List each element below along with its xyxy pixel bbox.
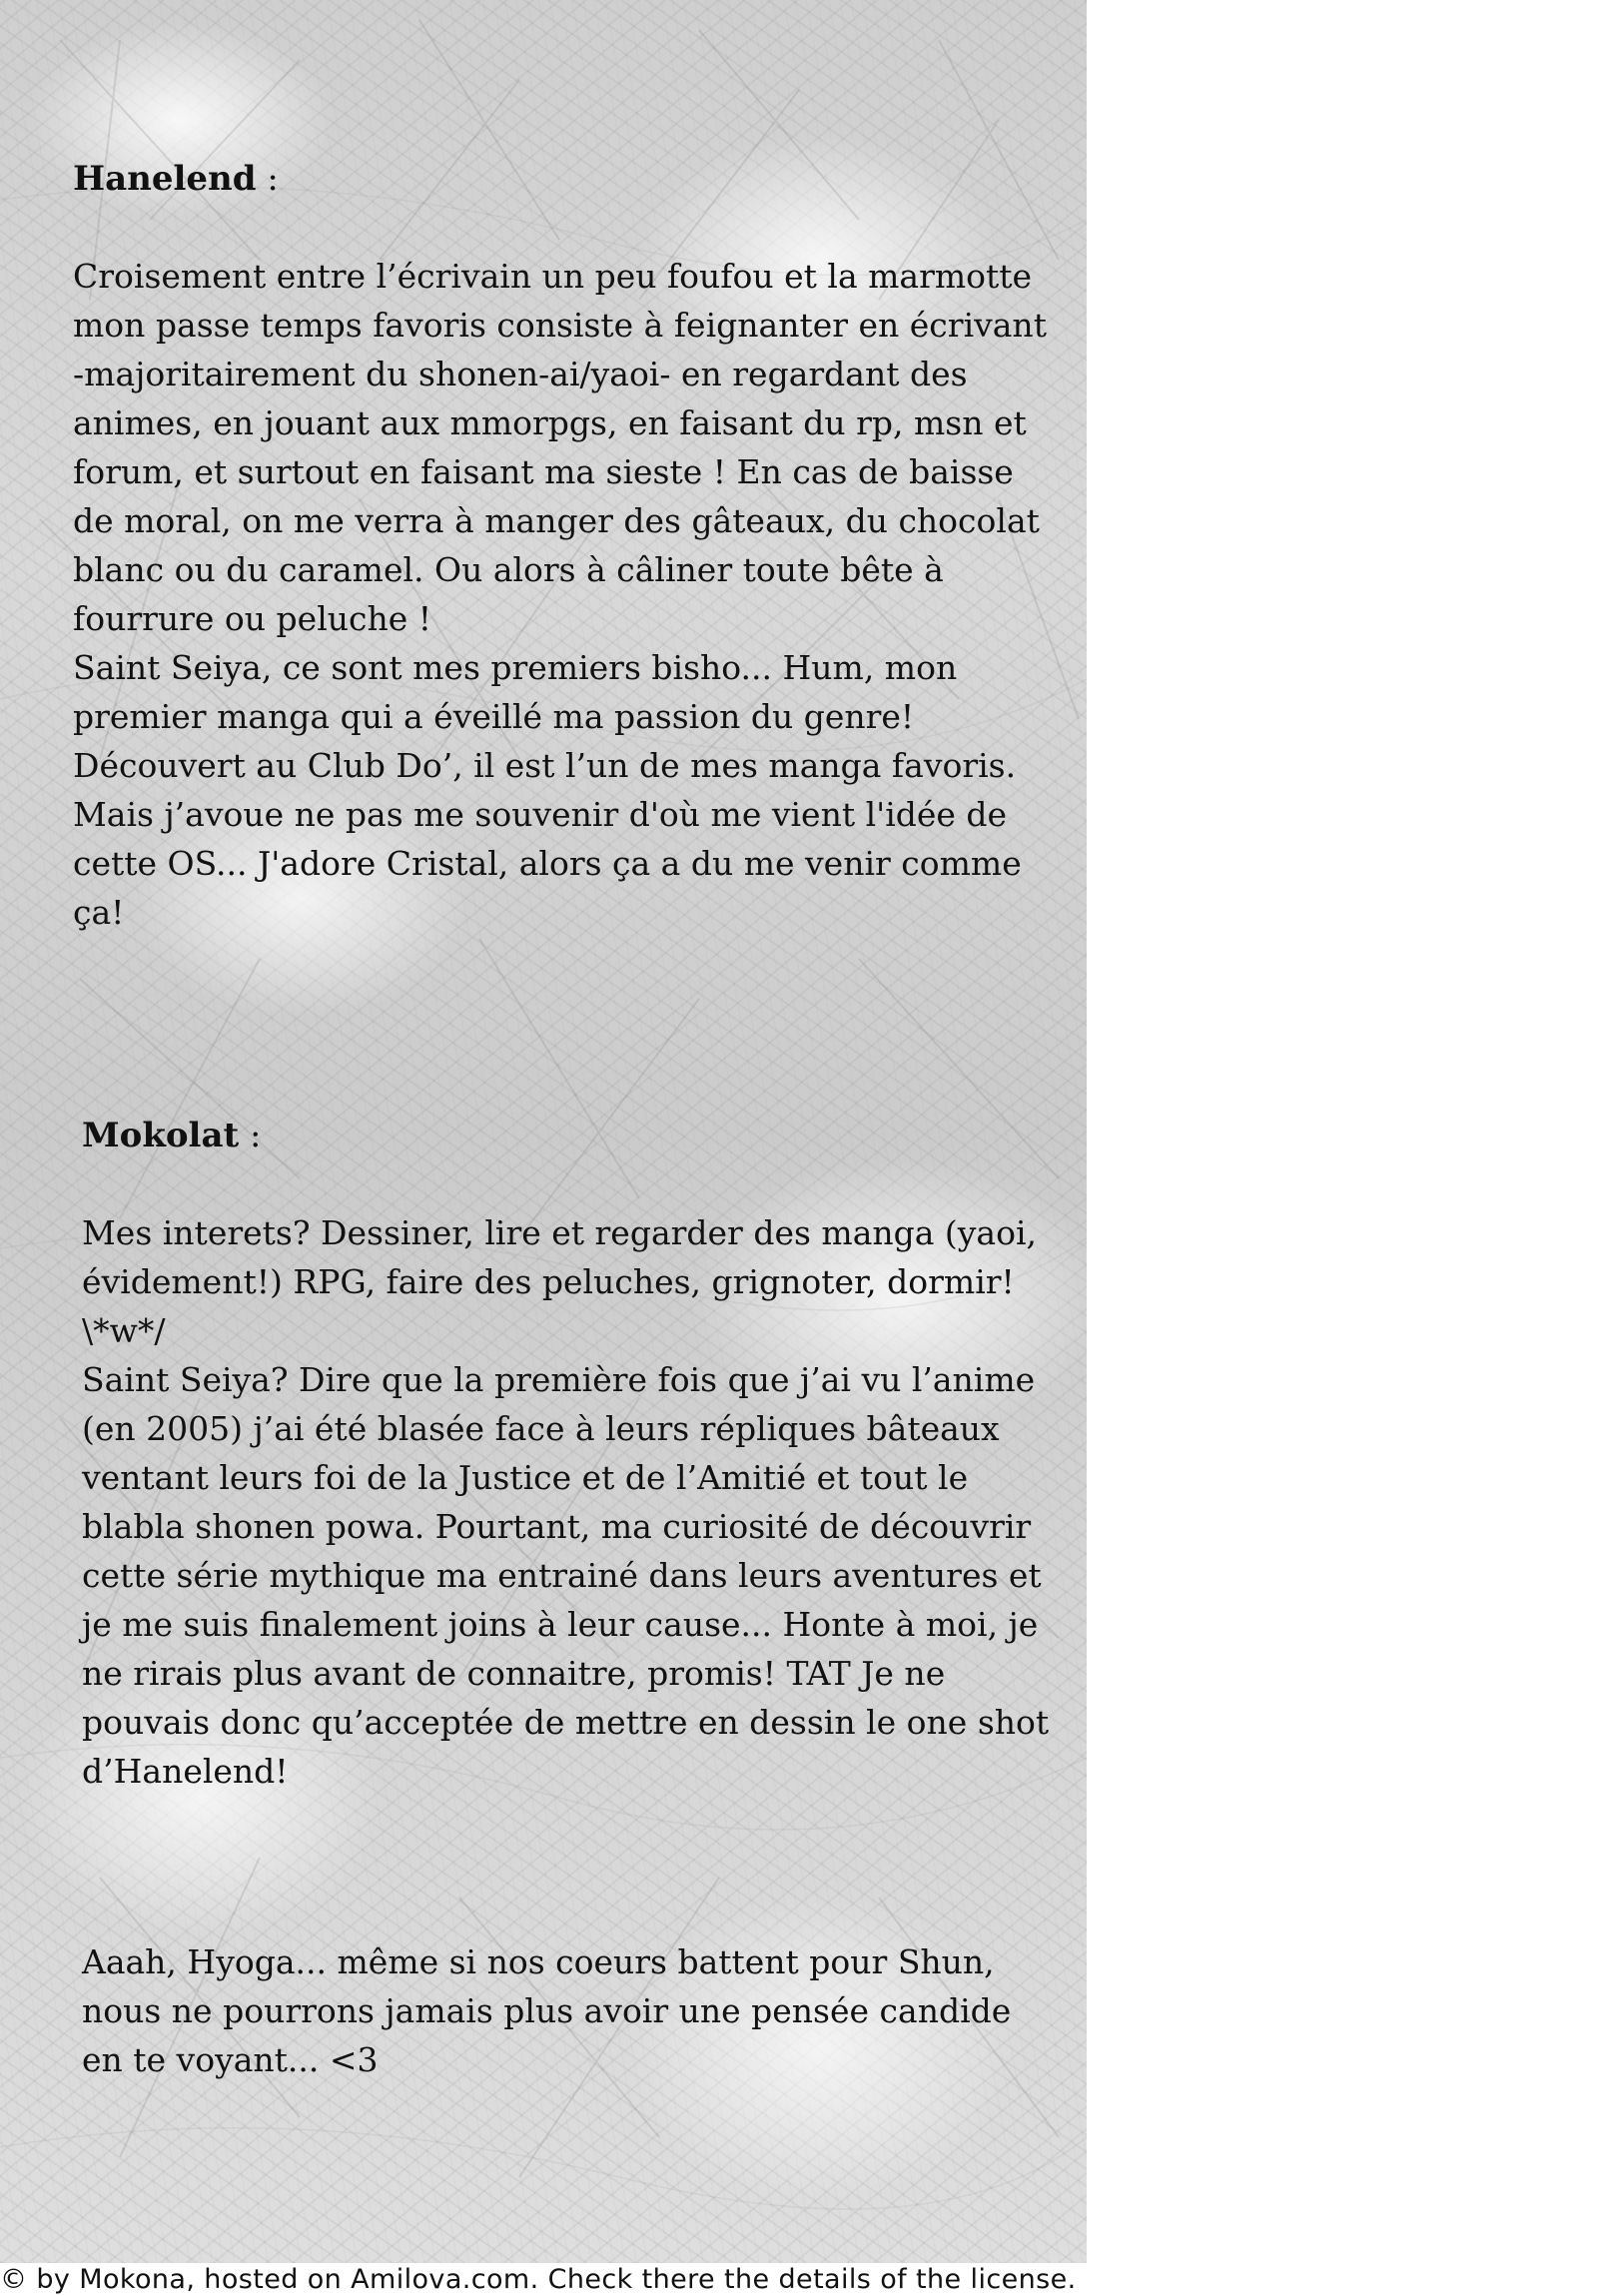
mokolat-closing-paragraph: Aaah, Hyoga... même si nos coeurs battent pour Shun, nous ne pourrons jamais plus avoir une pensée candide en te voyant... <3 — [82, 1942, 1012, 2079]
section-heading-mokolat — [82, 1112, 261, 1160]
mokolat-bio-paragraph: Mes interets? Dessiner, lire et regarder des manga (yaoi, évidement!) RPG, faire des peluches, grignoter, dormir! \*w*/ Saint Seiya? Dire que la première fois que j’ai vu l’anime (en 2005) j’ai été blasée face à leurs répliques bâteaux ventant leurs foi de la Justice et de l’Amitié et tout le blabla shonen powa. Pourtant, ma curiosité de découvrir cette série mythique ma entrainé dans leurs aventures et je me suis finalement joins à leur cause... Honte à moi, je ne rirais plus avant de connaitre, promis! TAT Je ne pouvais donc qu’acceptée de mettre en dessin le one shot d’Hanelend! — [82, 1213, 1050, 1791]
heading-separator: : — [239, 1116, 262, 1155]
heading-separator: : — [256, 159, 279, 199]
license-footer: © by Mokona, hosted on Amilova.com. Check there the details of the license. — [0, 2263, 1598, 2296]
author-name: Hanelend — [73, 159, 257, 199]
section-heading-hanelend — [73, 155, 279, 204]
author-name: Mokolat — [82, 1116, 240, 1155]
hanelend-bio-paragraph: Croisement entre l’écrivain un peu foufou et la marmotte mon passe temps favoris consiste à feignanter en écrivant -majoritairement du shonen-ai/yaoi- en regardant des animes, en jouant aux mmorpgs, en faisant du rp, msn et forum, et surtout en faisant ma sieste ! En cas de baisse de moral, on me verra à manger des gâteaux, du chocolat blanc ou du caramel. Ou alors à câliner toute bête à fourrure ou peluche ! Saint Seiya, ce sont mes premiers bisho... Hum, mon premier manga qui a éveillé ma passion du genre! Découvert au Club Do’, il est l’un de mes manga favoris. Mais j’avoue ne pas me souvenir d'où me vient l'idée de cette OS... J'adore Cristal, alors ça a du me venir comme ça! — [73, 257, 1047, 932]
